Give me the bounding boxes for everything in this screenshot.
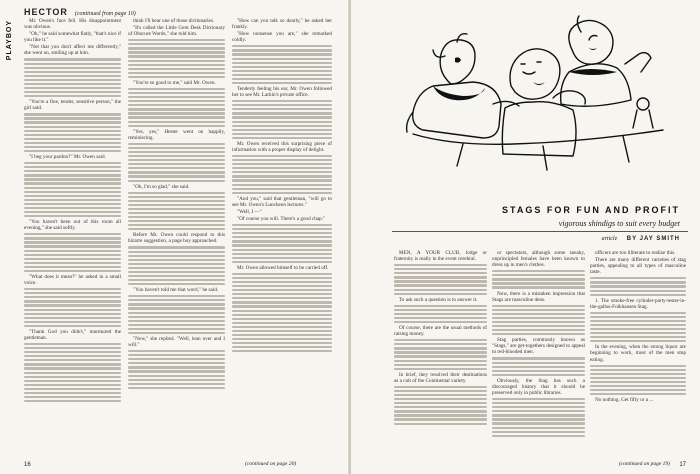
page-number: 16 xyxy=(24,462,31,468)
continued-from-note: (continued from page 10) xyxy=(74,11,136,17)
paragraph: "You haven't been out of this room all evening," she said softly. xyxy=(24,219,121,232)
paragraph: In brief, they resolved their destinations as a cult of the Continental variety. xyxy=(394,371,487,384)
paragraph: "And you," said that gentleman, "will go to see Mr. Owen's Luncheon lectures." xyxy=(232,195,332,208)
article-title: STAGS FOR FUN AND PROFIT xyxy=(502,205,680,215)
paragraph: "How nonsense you are," she remarked coldly. xyxy=(232,31,332,44)
paragraph: "It's called the Little Gem Desk Dictionary of Obscure Words," she told him. xyxy=(128,25,225,38)
paragraph: "Thank God you didn't," murmured the gentleman. xyxy=(24,328,121,341)
paragraph: "Now," she replied. "Well, lean over and I will." xyxy=(128,335,225,349)
right-column-2 xyxy=(492,250,585,455)
paragraph: "What does it mean?" he asked in a small voice. xyxy=(24,274,121,287)
left-page-heading xyxy=(24,7,136,17)
paragraph: "I beg your pardon?" Mr. Owen said. xyxy=(29,154,106,161)
paragraph: "Not that you don't affect me differently," she went on, smiling up at him. xyxy=(24,44,121,57)
paragraph: Mr. Owen allowed himself to be carried off. xyxy=(237,264,329,271)
article-subtitle: vigorous shindigs to suit every budget xyxy=(558,219,680,228)
paragraph: In the evening, when the strong liquor are beginning to work, most of the men stop eating. xyxy=(590,344,686,363)
paragraph: "Yes, yes," Hester went on happily, reminiscing. xyxy=(128,128,225,141)
paragraph: Stag parties, commonly known as "Stags," are get-togethers designed to appeal to red-blooded men. xyxy=(492,337,585,356)
paragraph: "Well, I —" xyxy=(237,208,262,215)
paragraph: Now, there is a mistaken impression that Stags are masculine dens. xyxy=(492,290,585,303)
continued-on-note: (continued on page 20) xyxy=(245,461,297,467)
paragraph: or spectators, although some sneaky, unprincipled females have been known to dress up in men's clothes. xyxy=(492,250,585,269)
paragraph: Mr. Owen's face fell. His disappointment was obvious. xyxy=(24,18,121,31)
paragraph: "You haven't told me that word," he said. xyxy=(133,287,219,294)
paragraph: "You're so good to me," said Mr. Owen. xyxy=(133,79,216,86)
paragraph: think I'll bear one of those dictionaries. xyxy=(133,18,215,24)
paragraph: "Oh," he said somewhat flatly, "that's nice if you like it." xyxy=(24,31,121,44)
left-column-1 xyxy=(24,18,121,458)
paragraph: "How can you talk so dearly," he asked her frankly. xyxy=(232,18,332,31)
paragraph: "Oh, I'm so glad," she said. xyxy=(133,183,190,190)
paragraph: "You're a fine, tender, sensitive person," the girl said. xyxy=(24,99,121,112)
paragraph: 1. The smoke-free cylinder-party-tester-in-the-gallus-Folkhausen Stag. xyxy=(590,297,686,310)
left-page xyxy=(0,0,349,474)
paragraph: Of course, there are the usual methods of raising money. xyxy=(394,325,487,338)
paragraph: officers are too illiterate to realize this. xyxy=(595,250,676,256)
paragraph: Obviously, the Stag has such a discouraged history that it should be preserved only in public libraries. xyxy=(492,377,585,397)
story-title: HECTOR xyxy=(24,7,68,17)
paragraph: No nothing. Get fifty or a ... xyxy=(595,397,654,404)
title-divider xyxy=(392,231,688,232)
left-column-2 xyxy=(128,18,225,458)
byline-author: BY JAY SMITH xyxy=(626,236,680,242)
continued-on-note: (continued on page 19) xyxy=(618,461,670,467)
stag-party-illustration xyxy=(393,12,683,182)
right-column-3 xyxy=(590,250,686,455)
paragraph: Before Mr. Owen could respond to this bizarre suggestion, a page boy approached. xyxy=(128,232,225,245)
right-column-1 xyxy=(394,250,487,455)
paragraph: Mr. Owen received this surprising piece of information with a proper display of delight. xyxy=(232,140,332,153)
paragraph: "Of course you will. There's a good chap." xyxy=(237,216,326,223)
left-column-3 xyxy=(232,18,332,458)
magazine-side-label: PLAYBOY xyxy=(6,20,13,61)
paragraph: To ask such a question is to answer it. xyxy=(399,296,478,303)
paragraph: Tenderly feeling his ear, Mr. Owen followed her to see Mr. Larkin's private office. xyxy=(232,86,332,99)
page-number: 17 xyxy=(679,462,686,468)
paragraph: There are many different varieties of stag parties, appealing to all types of masculine taste. xyxy=(590,257,686,276)
paragraph: MEN, A YOUR CLUB, lodge or fraternity is really in the event cerebral. xyxy=(394,250,487,263)
byline-label: article xyxy=(601,236,618,242)
byline xyxy=(470,236,680,242)
